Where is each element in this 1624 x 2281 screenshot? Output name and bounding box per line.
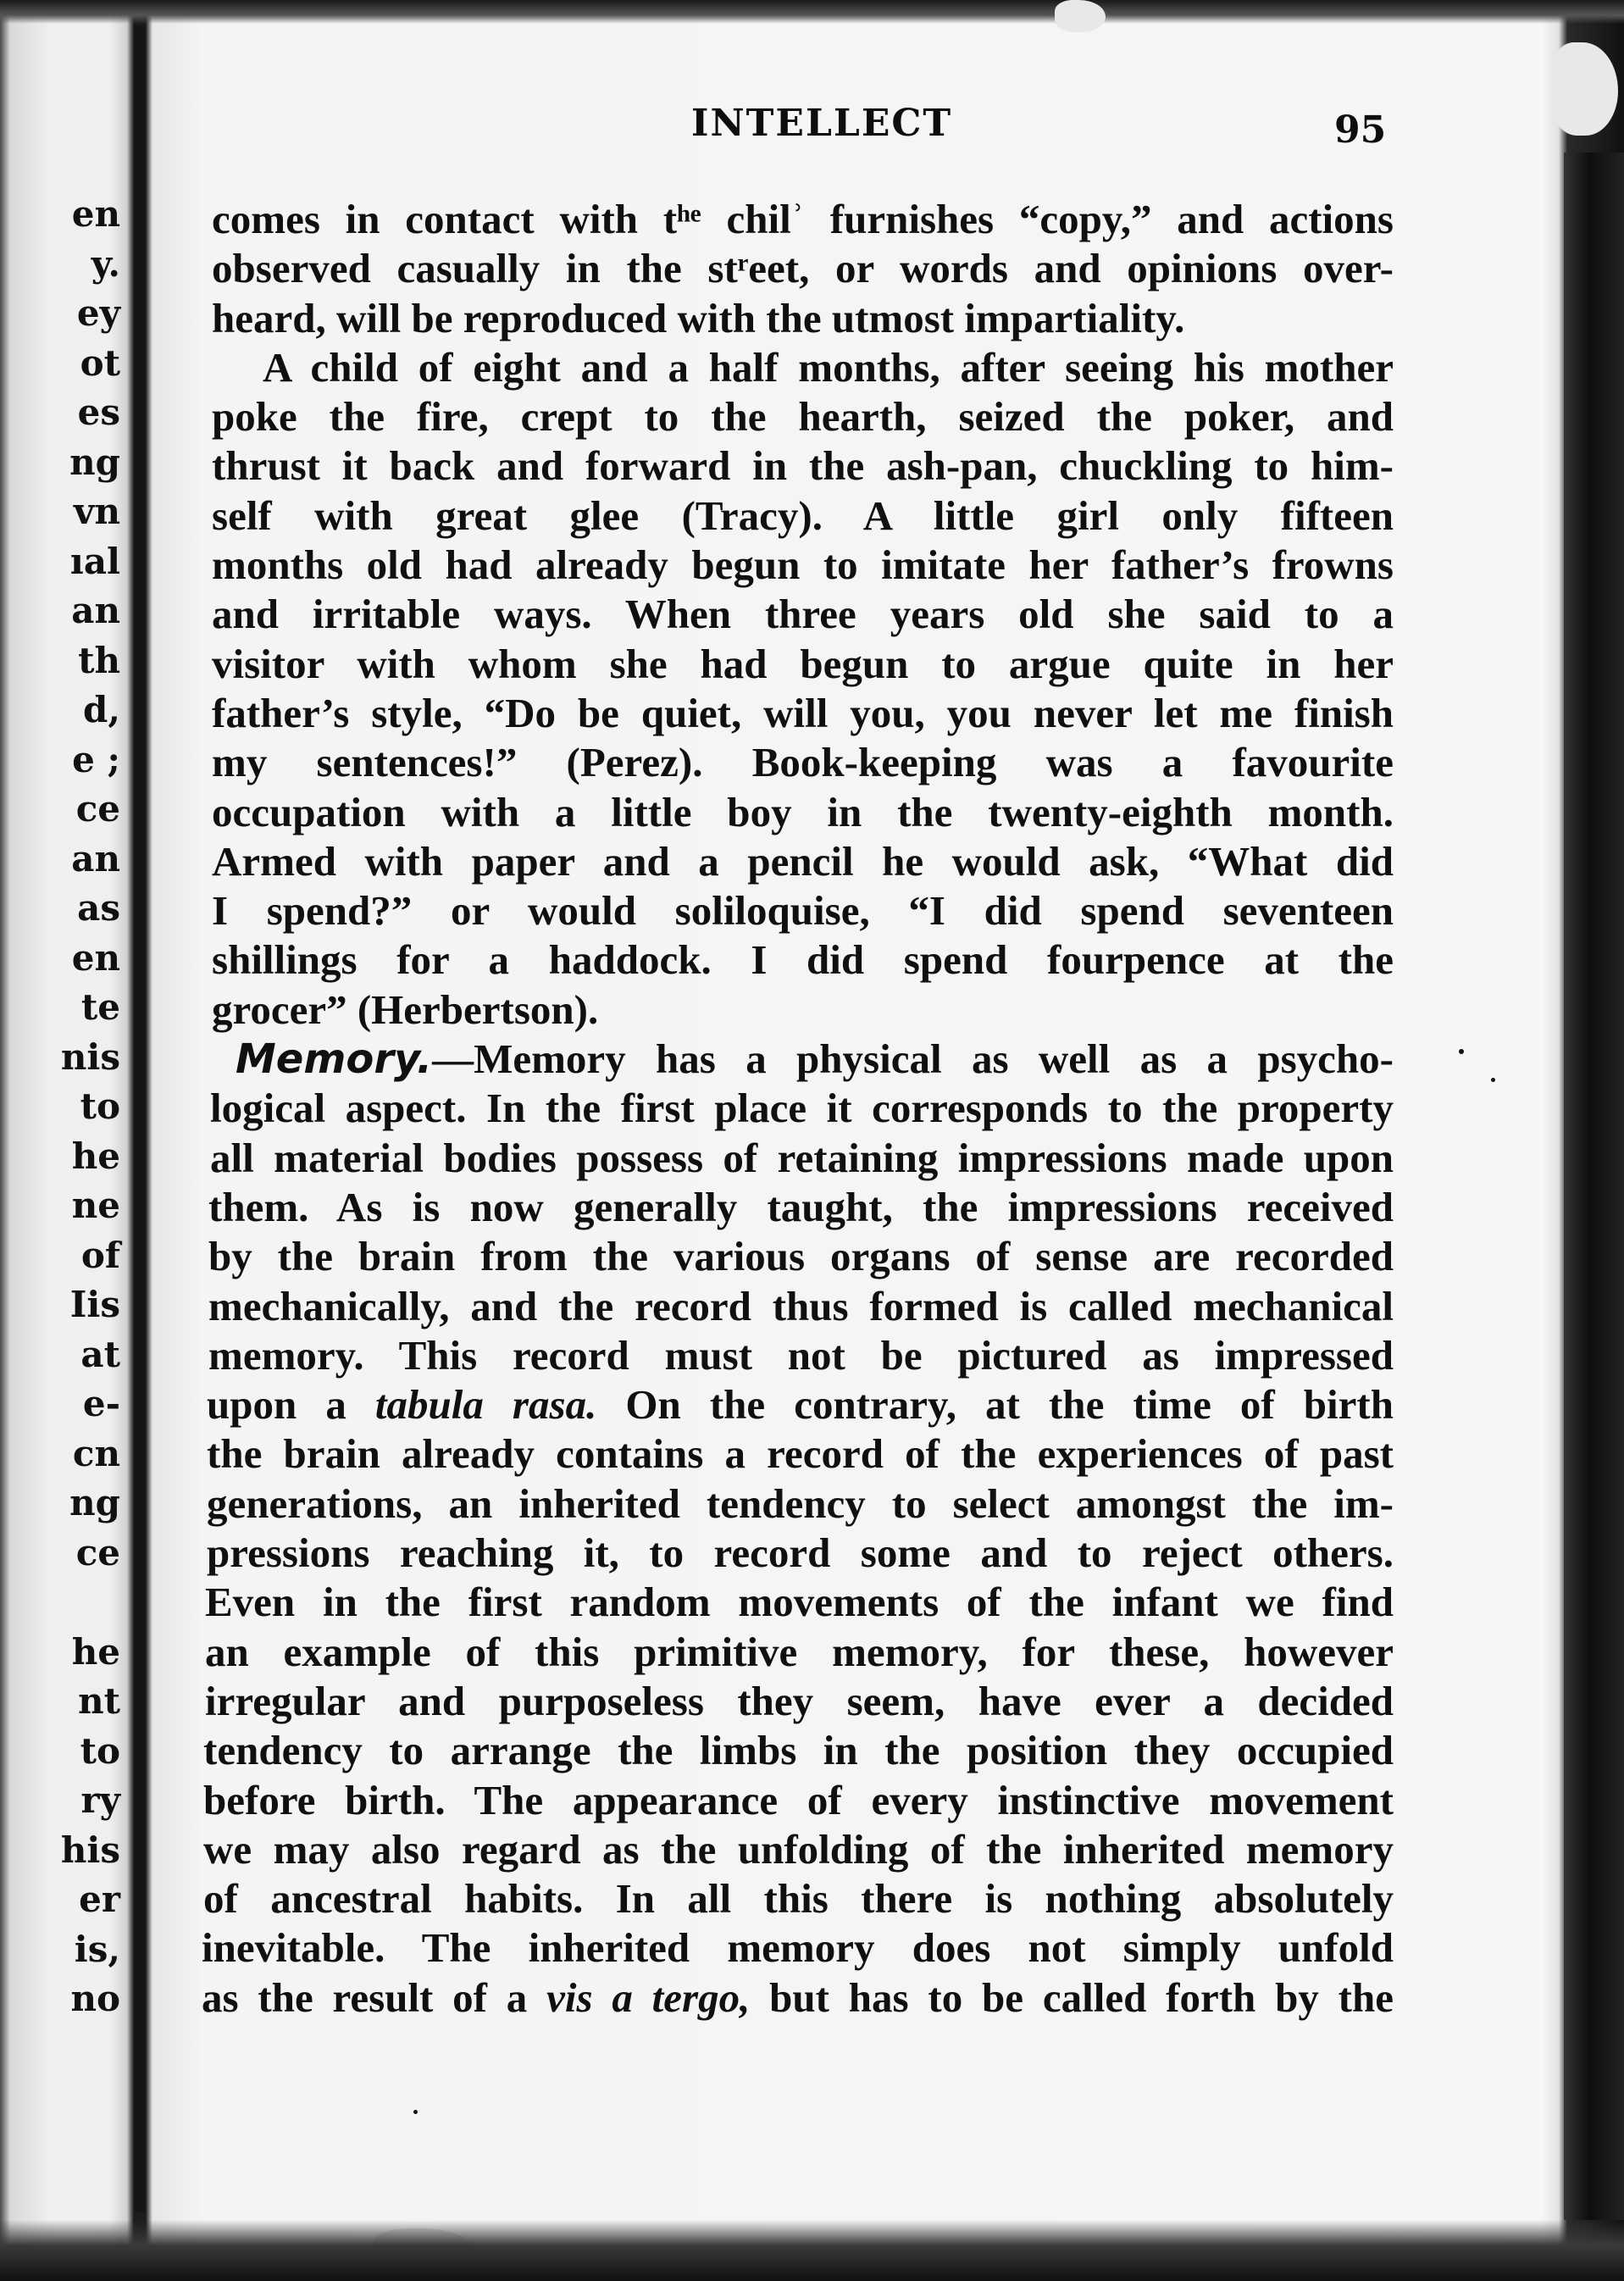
imitation-line: A child of eight and a half months, after seeing his mother	[263, 343, 1394, 391]
left-page-fragment: as	[77, 887, 120, 929]
paragraph-imitation	[212, 195, 1394, 1035]
left-page-fragment: ot	[80, 341, 120, 384]
left-page-fragment: d,	[83, 689, 120, 730]
memory-line: we may also regard as the unfolding of the inherited memory	[203, 1825, 1394, 1873]
page-header	[152, 102, 1559, 161]
ink-speck	[1459, 1049, 1464, 1054]
left-page-fragment: y.	[91, 242, 120, 285]
body-text	[202, 195, 1394, 2023]
left-page-fragment: no	[70, 1978, 120, 2019]
vis-suffix: but has to be called forth by the	[750, 1973, 1394, 2021]
left-page-fragment: an	[71, 590, 120, 631]
left-page-fragment: Iis	[69, 1284, 120, 1325]
scan-top-shadow	[0, 0, 1624, 24]
vis-a-tergo-italic: vis a tergo,	[546, 1973, 751, 2021]
left-page-fragment: e ;	[72, 738, 120, 780]
imitation-line: and irritable ways. When three years old she said to a	[212, 591, 1394, 638]
section-heading-memory: Memory.	[236, 1035, 433, 1084]
left-page-fragment: he	[71, 1630, 120, 1673]
memory-line: pressions reaching it, to record some and to reject others.	[207, 1529, 1394, 1577]
left-page-fragment: ng	[69, 441, 120, 483]
memory-line: logical aspect. In the first place it corresponds to the property	[210, 1085, 1394, 1132]
left-page-fragment: er	[79, 1879, 120, 1920]
imitation-line: self with great glee (Tracy). A little girl only fifteen	[212, 491, 1394, 539]
left-page-fragment: ng	[69, 1482, 120, 1523]
memory-line: an example of this primitive memory, for these, however	[205, 1628, 1394, 1675]
left-page-fragment: he	[71, 1135, 120, 1177]
memory-line: before birth. The appearance of every instinctive movement	[203, 1776, 1394, 1823]
tabula-suffix: On the contrary, at the time of birth	[596, 1381, 1394, 1429]
left-page-fragment: ce	[75, 788, 120, 830]
left-page-fragment: ey	[76, 292, 120, 334]
left-page-fragment: an	[71, 837, 120, 880]
memory-line: by the brain from the various organs of sense are recorded	[208, 1233, 1394, 1280]
imitation-line: shillings for a haddock. I did spend fourpence at the	[212, 936, 1394, 984]
left-page-fragment: e-	[82, 1383, 120, 1424]
memory-line: tendency to arrange the limbs in the position they occupied	[203, 1727, 1394, 1774]
memory-line: all material bodies possess of retaining impressions made upon	[210, 1134, 1394, 1181]
left-page-fragment: cn	[72, 1432, 120, 1474]
memory-line: irregular and purposeless they seem, have ever a decided	[205, 1677, 1394, 1724]
left-page-fragment: is,	[74, 1928, 120, 1970]
memory-line: Even in the first random movements of the infant we find	[205, 1579, 1394, 1626]
left-page-fragment: ce	[75, 1531, 120, 1573]
ink-speck	[413, 2110, 418, 2114]
left-page-fragment: ry	[80, 1779, 120, 1821]
memory-line: the brain already contains a record of the experiences of past	[207, 1430, 1394, 1478]
tabula-rasa-line	[207, 1380, 1394, 1429]
paper-damage-right	[1550, 42, 1618, 136]
left-page-fragment: en	[71, 193, 120, 235]
paper-damage-top	[1055, 0, 1106, 32]
memory-line: inevitable. The inherited memory does not simply unfold	[202, 1924, 1394, 1972]
left-page-fragment: en	[71, 936, 120, 979]
left-page-fragment: nis	[60, 1035, 120, 1078]
memory-line: memory. This record must not be pictured as impressed	[208, 1331, 1394, 1379]
left-page-fragment: te	[80, 986, 120, 1028]
left-facing-page-edge	[0, 0, 127, 2220]
left-page-fragment: to	[80, 1729, 120, 1772]
memory-line: of ancestral habits. In all this there is nothing absolutely	[203, 1875, 1394, 1923]
imitation-line: heard, will be reproduced with the utmost impartiality.	[212, 294, 1185, 341]
memory-line: them. As is now generally taught, the impressions received	[208, 1183, 1394, 1230]
imitation-line: grocer” (Herbertson).	[212, 985, 599, 1033]
left-page-fragment: at	[80, 1333, 120, 1375]
imitation-line: poke the fire, crept to the hearth, seized the poker, and	[212, 393, 1394, 441]
left-page-fragment: ne	[71, 1185, 120, 1226]
tabula-rasa-italic: tabula rasa.	[374, 1381, 597, 1429]
imitation-line: thrust it back and forward in the ash-pan, chuckling to him-	[212, 442, 1394, 490]
left-page-fragment: to	[80, 1085, 120, 1127]
imitation-line: Armed with paper and a pencil he would ask, “What did	[212, 837, 1394, 885]
left-page-fragment: th	[78, 639, 120, 681]
left-page-fragment: ıal	[69, 540, 120, 582]
tabula-prefix: upon a	[207, 1381, 375, 1429]
imitation-line: I spend?” or would soliloquise, “I did spend seventeen	[212, 887, 1394, 935]
right-scan-edge	[1564, 153, 1624, 2220]
vis-a-tergo-line	[202, 1973, 1394, 2023]
ink-speck	[1491, 1078, 1495, 1082]
paragraph-memory	[208, 1084, 1394, 1380]
paragraph-memory-continued	[202, 1429, 1394, 1973]
imitation-line: months old had already begun to imitate her father’s frowns	[212, 541, 1394, 589]
imitation-line: father’s style, “Do be quiet, will you, you never let me finish	[212, 689, 1394, 736]
page-number: 95	[1334, 108, 1387, 152]
scan-bottom-shadow	[0, 2220, 1624, 2281]
left-page-fragment: vn	[74, 491, 120, 532]
memory-line: generations, an inherited tendency to select amongst the im-	[207, 1479, 1394, 1527]
running-head: INTELLECT	[690, 102, 953, 145]
imitation-line: my sentences!” (Perez). Book-keeping was a favourite	[212, 739, 1394, 786]
imitation-line: visitor with whom she had begun to argue quite in her	[212, 640, 1394, 687]
left-page-fragment: his	[60, 1829, 120, 1871]
left-page-fragment: es	[77, 391, 120, 433]
imitation-line: occupation with a little boy in the twenty-eighth month.	[212, 788, 1394, 835]
book-page	[152, 25, 1559, 2212]
imitation-line: comes in contact with tʰᵉ chilʾ furnishes “copy,” and actions	[212, 196, 1394, 242]
left-page-fragment: of	[80, 1234, 120, 1276]
imitation-line: observed casually in the stʳeet, or words and opinions over-	[212, 245, 1394, 292]
book-gutter	[134, 25, 146, 2212]
memory-first-line-text: —Memory has a physical as well as a psycho-	[432, 1035, 1394, 1083]
memory-heading-line	[210, 1035, 1394, 1084]
vis-prefix: as the result of a	[202, 1973, 547, 2021]
memory-line: mechanically, and the record thus formed is called mechanical	[208, 1282, 1394, 1329]
left-page-fragment: nt	[78, 1680, 120, 1722]
